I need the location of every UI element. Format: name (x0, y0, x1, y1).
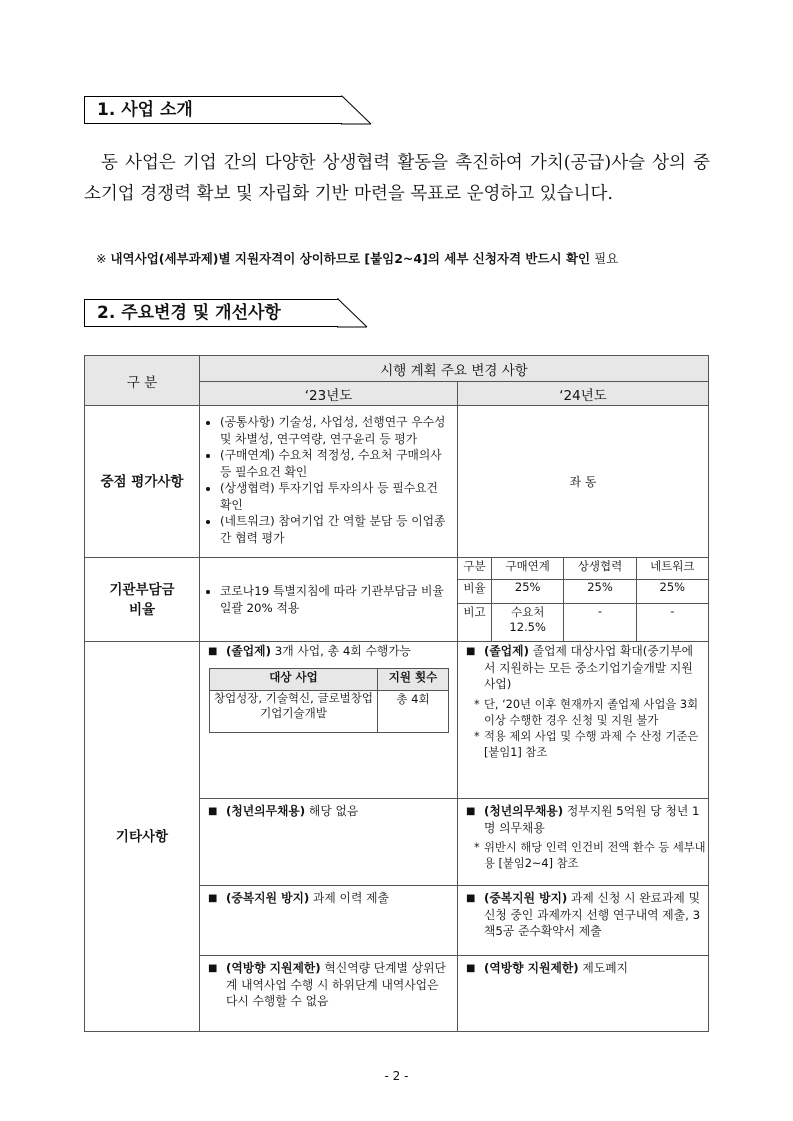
sub-header: 상생협력 (564, 558, 636, 580)
youth-2024-text: 정부지원 5억원 당 청년 1명 의무채용 (484, 804, 700, 835)
graduation-2024: ■ (졸업제) 졸업제 대상사업 확대(중기부에서 지원하는 모든 중소기업기술개발 지원사업) * 단, ‘20년 이후 현재까지 졸업제 사업을 3회 이상 수행한 경우 신청 및 지원 불가 * 적용 제외 사업 및 수행 과제 수 산정 기준은 [붙임1] 참조 (458, 642, 709, 799)
graduation-2024-text: 졸업제 대상사업 확대(중기부에서 지원하는 모든 중소기업기술개발 지원사업) (484, 644, 693, 691)
graduation-2023: ■ (졸업제) 3개 사업, 총 4회 수행가능 대상 사업 지원 횟수 창업성장, 기술혁신, 글로벌창업기업기술개발 총 4회 (200, 642, 458, 799)
sub-cell: - (564, 604, 636, 642)
section-2-title: 2. 주요변경 및 개선사항 (84, 299, 338, 327)
row-label-others: 기타사항 (85, 642, 200, 1032)
graduation-2024-note1: 단, ‘20년 이후 현재까지 졸업제 사업을 3회 이상 수행한 경우 신청 및 지원 불가 (484, 697, 698, 727)
sub-header: 구분 (458, 558, 492, 580)
sub-cell: 25% (564, 580, 636, 604)
graduation-2024-bold: (졸업제) (484, 644, 529, 658)
note-bold-text: 내역사업(세부과제)별 지원자격이 상이하므로 [붙임2~4]의 세부 신청자격 반드시 확인 (110, 251, 591, 266)
reverse-2024-text: 제도폐지 (582, 961, 629, 975)
sub-header: 지원 횟수 (378, 668, 449, 690)
youth-2023-bold: (청년의무채용) (226, 804, 306, 818)
graduation-2023-bold: (졸업제) (226, 644, 271, 658)
youth-2024-bold: (청년의무채용) (484, 804, 564, 818)
contribution-2024 (458, 558, 709, 642)
section-arrow-icon (337, 296, 369, 330)
youth-2024-note: 위반시 해당 인력 인건비 전액 환수 등 세부내용 [붙임2~4] 참조 (484, 841, 706, 870)
section-arrow-icon (341, 93, 373, 127)
header-2023: ‘23년도 (200, 382, 458, 406)
remark-line1: 수요처 (511, 605, 545, 619)
reverse-2023: ■ (역방향 지원제한) 혁신역량 단계별 상위단계 내역사업 수행 시 하위단계 내역사업은 다시 수행할 수 없음 (200, 956, 458, 1032)
header-category: 구 분 (85, 356, 200, 406)
sub-cell (492, 604, 564, 642)
section-1-title: 1. 사업 소개 (84, 96, 342, 124)
duplicate-2023: ■ (중복지원 방지) 과제 이력 제출 (200, 886, 458, 956)
sub-cell: 총 4회 (378, 690, 449, 732)
sub-header: 네트워크 (636, 558, 708, 580)
evaluation-2024: 좌 동 (458, 406, 709, 558)
youth-2024: ■ (청년의무채용) 정부지원 5억원 당 청년 1명 의무채용 * 위반시 해당 인력 인건비 전액 환수 등 세부내용 [붙임2~4] 참조 (458, 799, 709, 886)
note-mark: ※ (96, 251, 107, 266)
reverse-2024: ■ (역방향 지원제한) 제도폐지 (458, 956, 709, 1032)
reverse-2023-text: 혁신역량 단계별 상위단계 내역사업 수행 시 하위단계 내역사업은 다시 수행할 수 없음 (226, 961, 446, 1008)
youth-2023-text: 해당 없음 (308, 804, 359, 818)
reverse-2024-bold: (역방향 지원제한) (484, 961, 579, 975)
contribution-label-line2: 비율 (128, 601, 156, 618)
sub-cell: 25% (492, 580, 564, 604)
header-changes: 시행 계획 주요 변경 사항 (200, 356, 709, 382)
sub-cell: 비율 (458, 580, 492, 604)
sub-header: 대상 사업 (210, 668, 378, 690)
duplicate-2024: ■ (중복지원 방지) 과제 신청 시 완료과제 및 신청 중인 과제까지 선행 연구내역 제출, 3책5공 준수확약서 제출 (458, 886, 709, 956)
sub-cell: - (636, 604, 708, 642)
graduation-subtable (209, 668, 449, 733)
duplicate-2023-text: 과제 이력 제출 (313, 891, 389, 905)
list-item: • (네트워크) 참여기업 간 역할 분담 등 이업종간 협력 평가 (220, 513, 451, 546)
contribution-2023 (200, 558, 458, 642)
duplicate-2024-bold: (중복지원 방지) (484, 891, 568, 905)
graduation-2024-note2: 적용 제외 사업 및 수행 과제 수 산정 기준은 [붙임1] 참조 (484, 729, 699, 759)
note-plain-text: 필요 (594, 251, 619, 266)
page-number: - 2 - (384, 1069, 409, 1083)
youth-2023: ■ (청년의무채용) 해당 없음 (200, 799, 458, 886)
intro-paragraph: 동 사업은 기업 간의 다양한 상생협력 활동을 촉진하여 가치(공급)사슬 상의 중소기업 경쟁력 확보 및 자립화 기반 마련을 목표로 운영하고 있습니다. (84, 153, 710, 204)
duplicate-2023-bold: (중복지원 방지) (226, 891, 310, 905)
sub-header: 구매연계 (492, 558, 564, 580)
list-item: • (공통사항) 기술성, 사업성, 선행연구 우수성 및 차별성, 연구역량, 연구윤리 등 평가 (220, 414, 451, 447)
note (96, 249, 618, 267)
sub-cell: 비고 (458, 604, 492, 642)
list-item: • (구매연계) 수요처 적정성, 수요처 구매의사 등 필수요건 확인 (220, 447, 451, 480)
sub-cell: 창업성장, 기술혁신, 글로벌창업기업기술개발 (210, 690, 378, 732)
reverse-2023-bold: (역방향 지원제한) (226, 961, 321, 975)
remark-line2: 12.5% (509, 620, 546, 634)
sub-cell: 25% (636, 580, 708, 604)
contribution-subtable (457, 557, 709, 642)
evaluation-2023 (200, 406, 458, 558)
changes-table (84, 355, 709, 1032)
graduation-2023-text: 3개 사업, 총 4회 수행가능 (274, 644, 412, 658)
contribution-label-line1: 기관부담금 (109, 581, 175, 598)
duplicate-2024-text: 과제 신청 시 완료과제 및 신청 중인 과제까지 선행 연구내역 제출, 3책5공 준수확약서 제출 (484, 891, 701, 938)
row-label-evaluation: 중점 평가사항 (85, 406, 200, 558)
list-item: • (상생협력) 투자기업 투자의사 등 필수요건 확인 (220, 480, 451, 513)
header-2024: ‘24년도 (458, 382, 709, 406)
row-label-contribution (85, 558, 200, 642)
list-item: • 코로나19 특별지침에 따라 기관부담금 비율 일괄 20% 적용 (220, 583, 451, 616)
